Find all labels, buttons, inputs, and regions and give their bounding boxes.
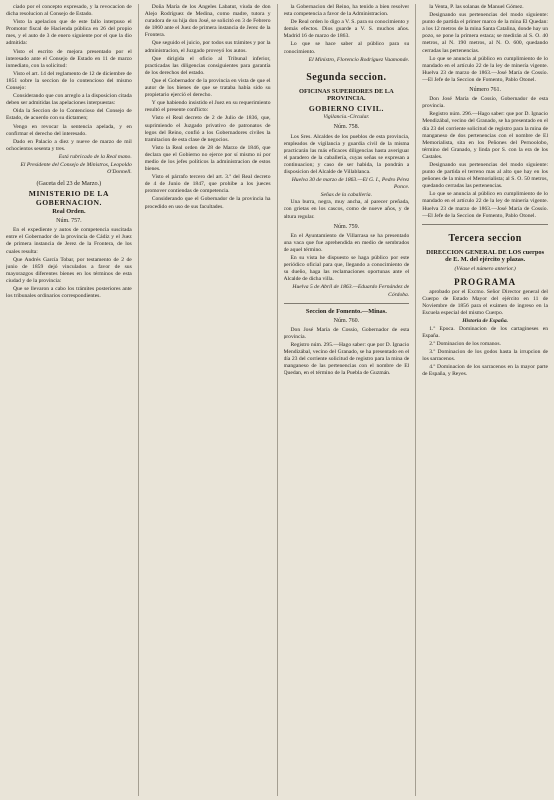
direction-heading: DIRECCION GENERAL DE LOS cuerpos de E. M. del ejército y plazas. xyxy=(426,248,545,263)
paragraph: Lo que se anuncia al público en cumplimiento de lo mandado en el artículo 22 de la ley de minería vigente. Huelva 23 de marzo de 1863.—José María de Cossío.—El Jefe de la Seccion de Fomento, Pablo Otonel. xyxy=(422,55,548,83)
paragraph: Visto el art. 14 del reglamento de 12 de diciembre de 1851 sobre la seccion de lo contencioso del mismo Consejo: xyxy=(6,70,132,92)
paragraph: la Venta, P. las solanas de Manuel Gómez. xyxy=(429,4,524,10)
government-heading: GOBIERNO CIVIL. xyxy=(308,103,384,113)
list-item: 2.º Dominacion de los romanos. xyxy=(429,340,501,347)
separator xyxy=(422,224,548,225)
paragraph: Dado en Palacio a diez y nueve de marzo de mil ochocientos sesenta y tres. xyxy=(6,138,132,152)
paragraph: aprobado por el Excmo. Señor Director general del Cuerpo de Estado Mayor del ejército en 11 de Noviembre de 1856 para el exámen de ingreso en la Escuela especial del mismo Cuerpo. xyxy=(422,289,548,317)
signature: Está rubricado de la Real mano. xyxy=(58,153,132,160)
signature: Huelva 5 de Abril de 1863.—Eduardo Fernández de Córdoba. xyxy=(292,284,410,298)
circular-title: Vigilancia.-Circular. xyxy=(323,114,370,121)
section-heading: Segunda seccion. xyxy=(306,71,387,83)
paragraph: Una burra, negra, muy ancha, al parecer preñada, con grietas en los cascos, como de nueve años, y de altura regular. xyxy=(283,199,410,220)
order-type: Real Orden. xyxy=(52,208,86,216)
paragraph: De Real orden lo digo a V. S. para su conocimiento y demás efectos. Dios guarde a V. S. muchos años. Madrid 16 de marzo de 1863. xyxy=(283,19,410,40)
separator xyxy=(284,303,410,304)
ministry-heading: MINISTERIO DE LA GOBERNACION. xyxy=(28,189,109,207)
column-1 xyxy=(6,4,132,796)
gazette-date: (Gaceta del 23 de Marzo.) xyxy=(36,180,102,188)
paragraph: Que se llevaron a cabo los trámites posteriores ante los tribunales ordinarios correspondientes. xyxy=(6,286,132,300)
signature: El Presidente del Consejo de Ministros, Leopoldo O'Donnell. xyxy=(20,161,132,176)
paragraph: Designando sus pertenencias del modo siguiente: punto de partida el terreno mas al alto que hay en los peñones de la mina el Memorialista; al S. O. 50 metros, quedando cerradas las pertenencias. xyxy=(422,161,548,190)
section-heading: Tercera seccion xyxy=(448,232,522,244)
paragraph: Vengo en revocar la sentencia apelada, y en confirmar el derecho del interesado. xyxy=(6,123,132,137)
paragraph: Que seguido el juicio, por todos sus trámites y por la administracion, el Juzgado proveyó los autos. xyxy=(144,40,271,54)
paragraph: En su vista he dispuesto se haga público por este periódico oficial para que, llegando a conocimiento de su dueño, haga las reclamaciones oportunas ante el Alcalde de dicha villa. xyxy=(283,255,410,283)
paragraph: Visto la apelacion que de este fallo interpuso el Promotor fiscal de Hacienda pública en 26 del propio mes, y el auto de 3 de enero siguiente por el que la dio admitida: xyxy=(6,19,132,47)
paragraph: Y que habiendo insistido el Juez en su requerimiento resultó el presente conflicto: xyxy=(144,100,271,114)
paragraph: ciado por el concepto expresado, y la revocacion de dicha resolucion al Consejo de Estado. xyxy=(6,4,132,18)
column-divider xyxy=(415,4,416,796)
see-previous-note: (Véase el número anterior.) xyxy=(454,265,516,272)
fomento-heading: Seccion de Fomento.—Minas. xyxy=(305,307,387,315)
column-divider xyxy=(138,4,139,796)
column-4 xyxy=(422,4,548,796)
paragraph: Los Sres. Alcaldes de los pueblos de esta provincia, empleados de vigilancia y guardia civil de la misma practicarán las más eficaces diligencias hasta averiguar el paradero de la caballería, cuyas señas se expresan a continuacion; y caso de ser habida, la pondrán a disposicion del Alcalde de Villablanca. xyxy=(283,133,410,175)
paragraph: Registro núm. 296.—Hago saber: que por D. Ignacio Mendizábal, vecino del Granado, se ha presentado en el día 23 del corriente solicitud de registro para la mina de manganeso de dos pertenencias con el nombre de El Memorialista, sita en los Peñones del Pernoolobo, término del Granado, y linda por S. con la era de los Castales. xyxy=(422,111,548,160)
column-divider xyxy=(277,4,278,796)
list-item: 4.º Dominacion de los sarracenos en la mayor parte de España, y Reyes. xyxy=(422,364,548,378)
paragraph: Visto el párrafo tercero del art. 3.º del Real decreto de 4 de Junio de 1847, que prohibe a los jueces promover contiendas de competencia. xyxy=(144,174,271,195)
list-item: 1.º Epoca. Dominacion de los cartagineses en España. xyxy=(422,325,548,339)
paragraph: Doña María de los Angeles Labatut, viuda de don Alejo Rodríguez de Medina, como madre, tutora y curadora de su hija don José, se solicitó en 3 de Febrero de 1860 ante el Juez de primera instancia de Jerez de la Frontera. xyxy=(144,4,271,39)
paragraph: Visto el escrito de mejora presentado por el interesado ante el Consejo de Estado en 11 de marzo inmediato, con la solicitud: xyxy=(6,48,132,69)
order-number: Núm. 757. xyxy=(56,218,82,225)
notice-number: Número 761. xyxy=(469,87,501,94)
paragraph: Designando sus pertenencias del modo siguiente: punto de partida el primer marco de la mina El Quedan: a los 12 metros de la mina Santa Catalina, donde hay un pozo, se pone la primera estaca; se medirán al S. O. 40 metros, al N. 190 metros, al N. O. 600, quedando cerradas las pertenencias. xyxy=(422,12,548,54)
paragraph: Registro núm. 295.—Hago saber: que por D. Ignacio Mendizábal, vecino del Granado, se ha presentado en el día 23 del corriente solicitud de registro para la mina de manganeso de las pertenencias con el nombre de El Quedan, en el término de la Puebla de Guzmán. xyxy=(283,341,410,377)
notice-number: Núm. 760. xyxy=(333,317,360,324)
paragraph: Considerando que el Gobernador de la provincia ha procedido en uso de sus facultades. xyxy=(144,196,271,210)
list-item: 3.º Dominacion de los godos hasta la irrupcion de los sarracenos. xyxy=(422,348,548,362)
signature: Huelva 30 de marzo de 1863.—El G. I., Pedro Pérez Ponce. xyxy=(291,177,410,191)
offices-heading: OFICINAS SUPERIORES DE LA PROVINCIA. xyxy=(299,87,394,102)
paragraph: Oida la Seccion de lo Contencioso del Consejo de Estado, de acuerdo con su dictamen; xyxy=(6,108,132,122)
history-heading: Historia de España. xyxy=(462,318,509,325)
paragraph: Que el Gobernador de la provincia en vista de que el autor de los bienes de que se trataba había sido su propietario ejerció el derecho. xyxy=(144,77,271,99)
notice-number: Núm. 759. xyxy=(333,223,360,230)
paragraph: En el Ayuntamiento de Villarrasa se ha presentado una vaca que fue aprehendida en medio de sembrados de aquel término. xyxy=(283,232,410,253)
paragraph: Don José María de Cossío, Gobernador de esta provincia. xyxy=(422,96,548,110)
paragraph: Que dirigida el oficio al Tribunal inferior, practicadas las diligencias consiguientes para garantía de los derechos del estado. xyxy=(144,55,271,76)
paragraph: la Gobernacion del Reino, ha tenido a bien resolver esta competencia a favor de la Administracion. xyxy=(283,4,410,18)
signature: El Ministro, Florencio Rodríguez Vaamonde. xyxy=(308,56,410,63)
paragraph: Visto la Real orden de 28 de Marzo de 1846, que declara que el Gobierno no ejerce por sí mismo ni por medio de los jefes políticos la administracion de estos bienes. xyxy=(144,144,271,173)
paragraph: Lo que se hace saber al público para su conocimiento. xyxy=(283,41,410,55)
paragraph: Considerando que con arreglo a la disposicion citada deben ser admitidas las apelaciones interpuestas: xyxy=(6,93,132,107)
programa-heading: PROGRAMA xyxy=(454,277,517,287)
notice-number: Núm. 758. xyxy=(333,124,360,131)
paragraph: Don José María de Cossío, Gobernador de esta provincia. xyxy=(283,326,410,340)
column-2 xyxy=(145,4,271,796)
paragraph: En el expediente y autos de competencia suscitada entre el Gobernador de la provincia de Cádiz y el Juez de primera instancia de Jerez de la Frontera, de los cuales resulta: xyxy=(6,227,132,255)
column-3 xyxy=(284,4,410,796)
subheading: Señas de la caballería. xyxy=(320,192,373,199)
paragraph: Lo que se anuncia al público en cumplimiento de lo mandado en el artículo 22 de la ley de minería vigente. Huelva 23 de marzo de 1863.—José María de Cossío.—El Jefe de la Seccion de Fomento, Pablo Otonel. xyxy=(422,191,548,219)
paragraph: Que Andrés García Tobar, por testamento de 2 de junio de 1859 dejó vinculados a favor de sus mayorazgos diferentes bienes en los términos de esta ciudad y de la provincia: xyxy=(6,256,132,284)
paragraph: Visto el Real decreto de 2 de Julio de 1836, que, suprimiendo el Juzgado privativo de patronatos de legos del Reino, confió a los Gobernadores civiles la tramitacion de esta clase de negocios. xyxy=(144,115,271,143)
